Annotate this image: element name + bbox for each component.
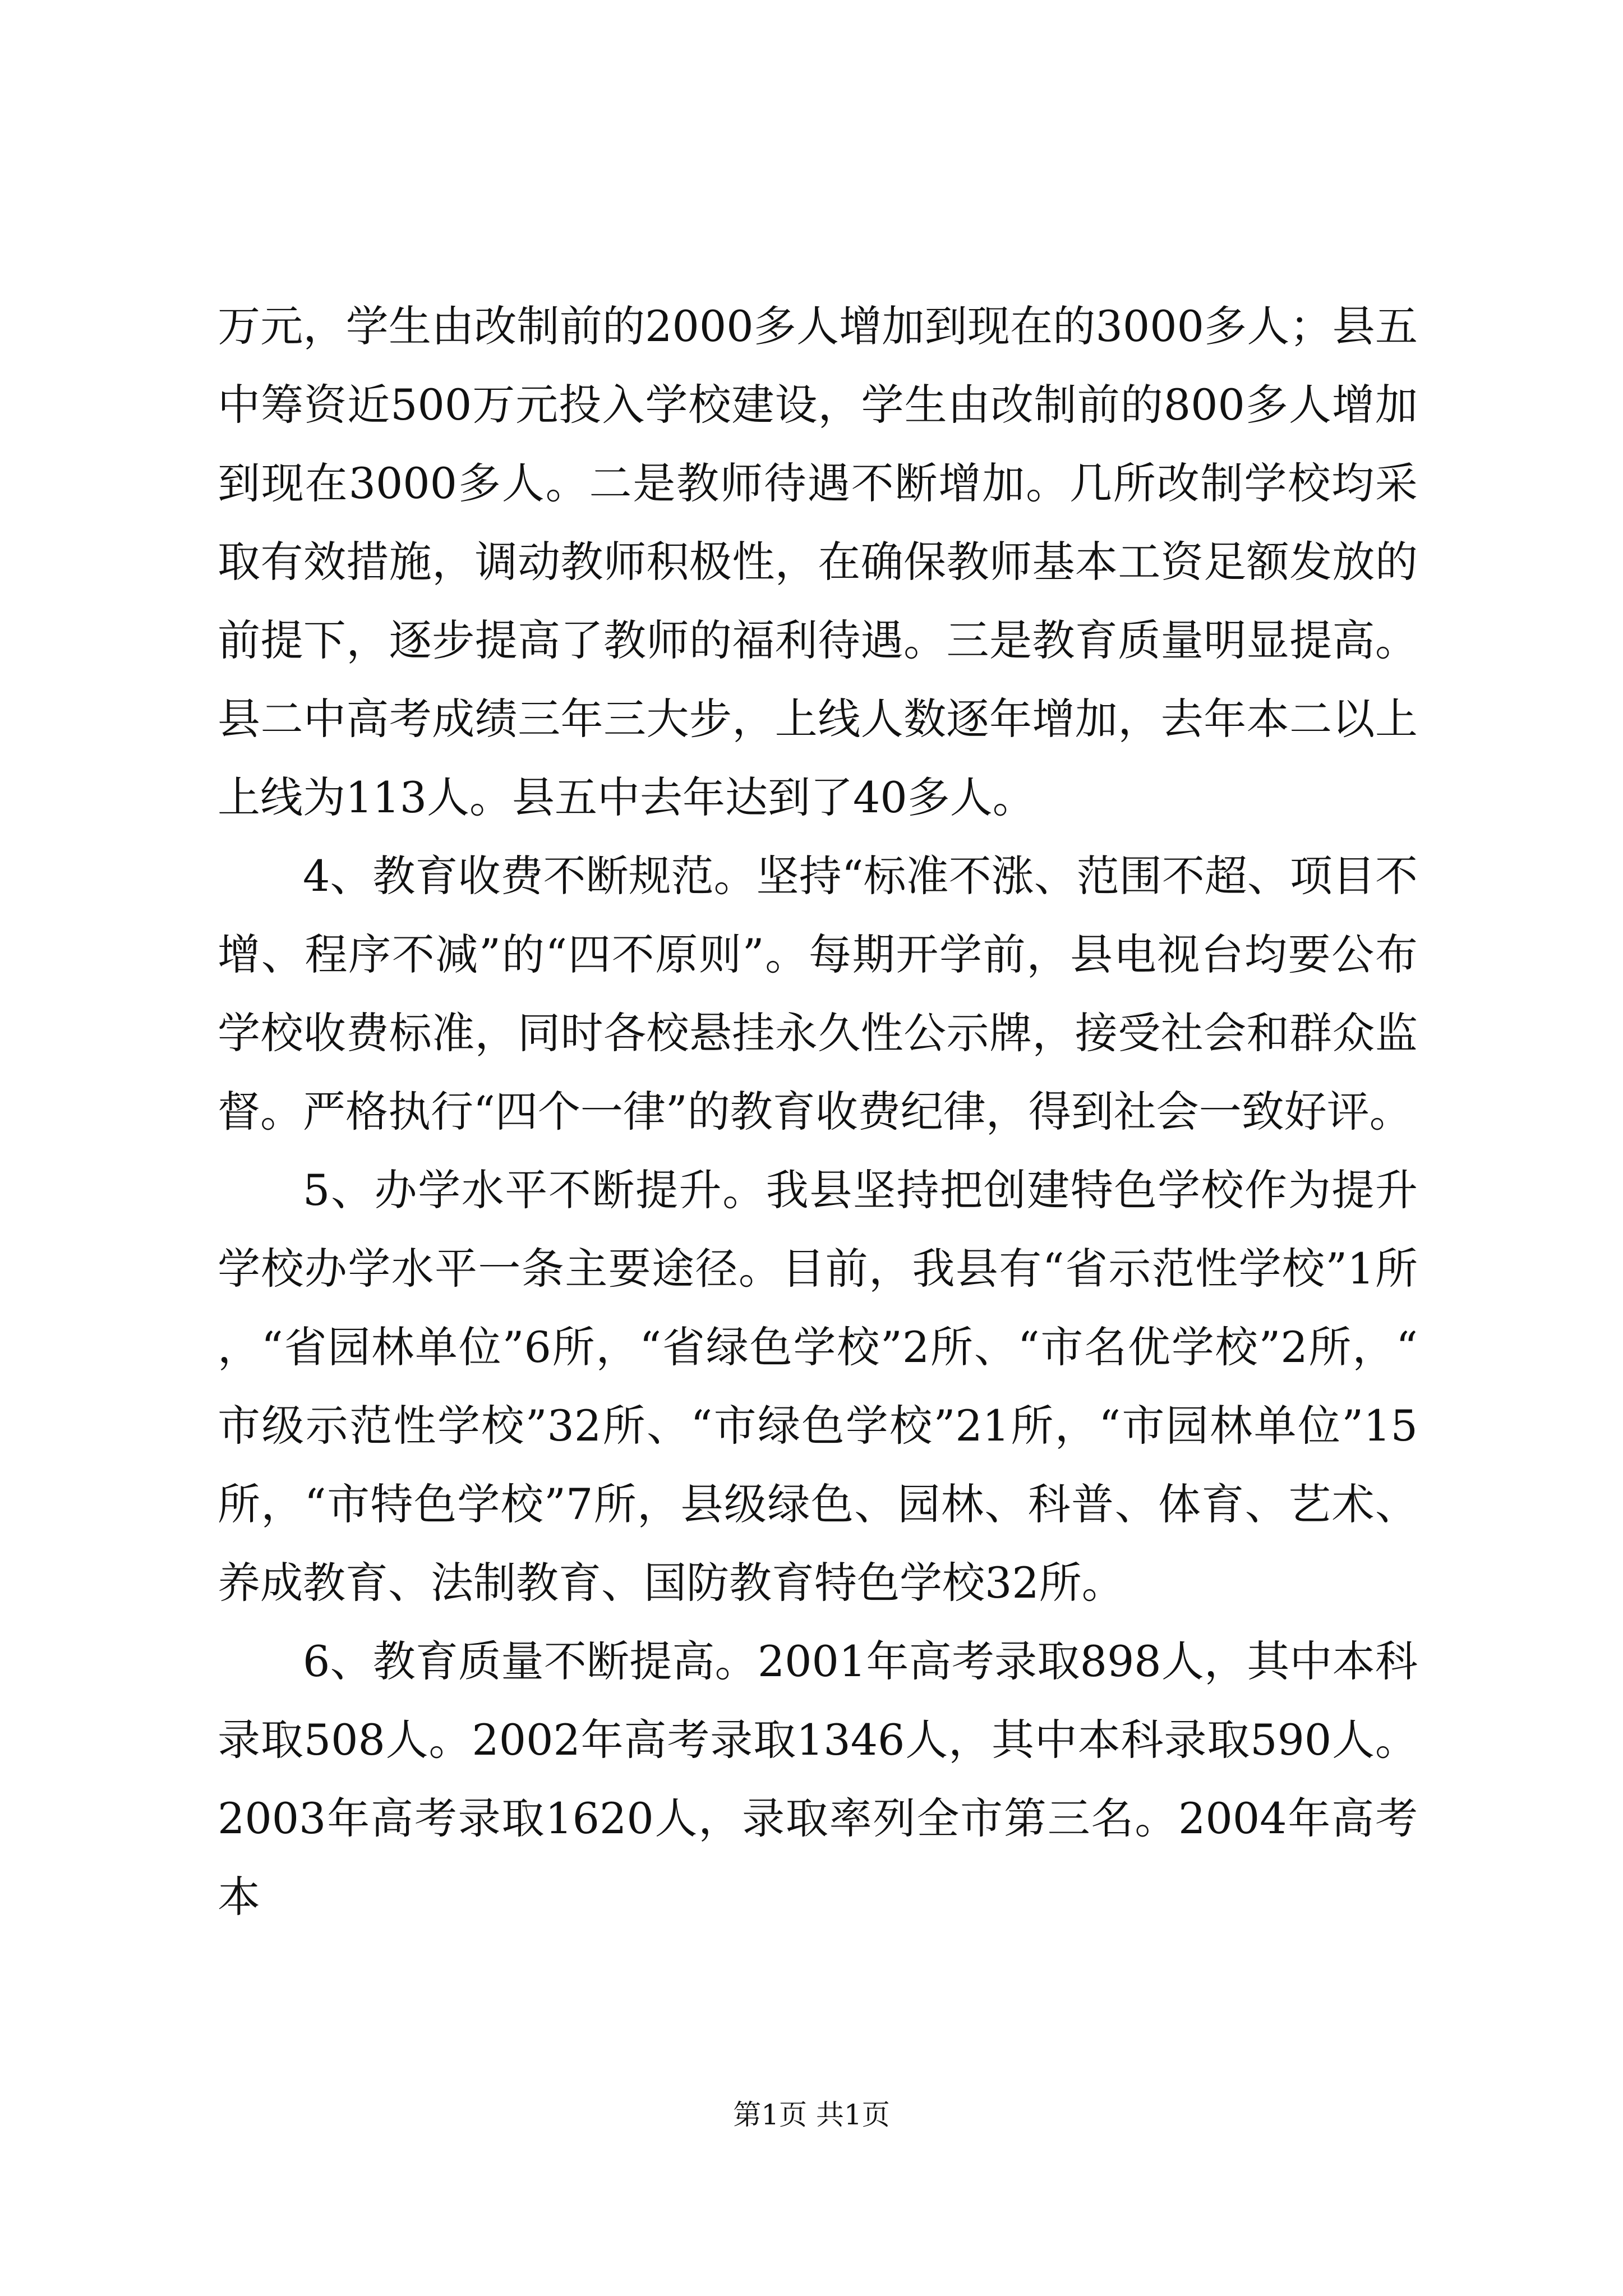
body-text: [218, 287, 1418, 1936]
page-footer: 第1页 共1页: [733, 2099, 890, 2131]
paragraph-school-level: 5、办学水平不断提升。我县坚持把创建特色学校作为提升学校办学水平一条主要途径。目前，我县有“省示范性学校”1所，“省园林单位”6所，“省绿色学校”2所、“市名优学校”2所，“市级示范性学校”32所、“市绿色学校”21所，“市园林单位”15所，“市特色学校”7所，县级绿色、园林、科普、体育、艺术、养成教育、法制教育、国防教育特色学校32所。: [218, 1165, 1418, 1608]
paragraph-continuation: 万元，学生由改制前的2000多人增加到现在的3000多人；县五中筹资近500万元投入学校建设，学生由改制前的800多人增加到现在3000多人。二是教师待遇不断增加。几所改制学校均采取有效措施，调动教师积极性，在确保教师基本工资足额发放的前提下，逐步提高了教师的福利待遇。三是教育质量明显提高。县二中高考成绩三年三大步，上线人数逐年增加，去年本二以上上线为113人。县五中去年达到了40多人。: [218, 301, 1418, 822]
paragraph-education-fees: 4、教育收费不断规范。坚持“标准不涨、范围不超、项目不增、程序不减”的“四不原则”。每期开学前，县电视台均要公布学校收费标准，同时各校悬挂永久性公示牌，接受社会和群众监督。严格执行“四个一律”的教育收费纪律，得到社会一致好评。: [218, 851, 1418, 1137]
paragraph-education-quality: 6、教育质量不断提高。2001年高考录取898人，其中本科录取508人。2002年高考录取1346人，其中本科录取590人。2003年高考录取1620人，录取率列全市第三名。2004年高考本: [218, 1636, 1418, 1922]
